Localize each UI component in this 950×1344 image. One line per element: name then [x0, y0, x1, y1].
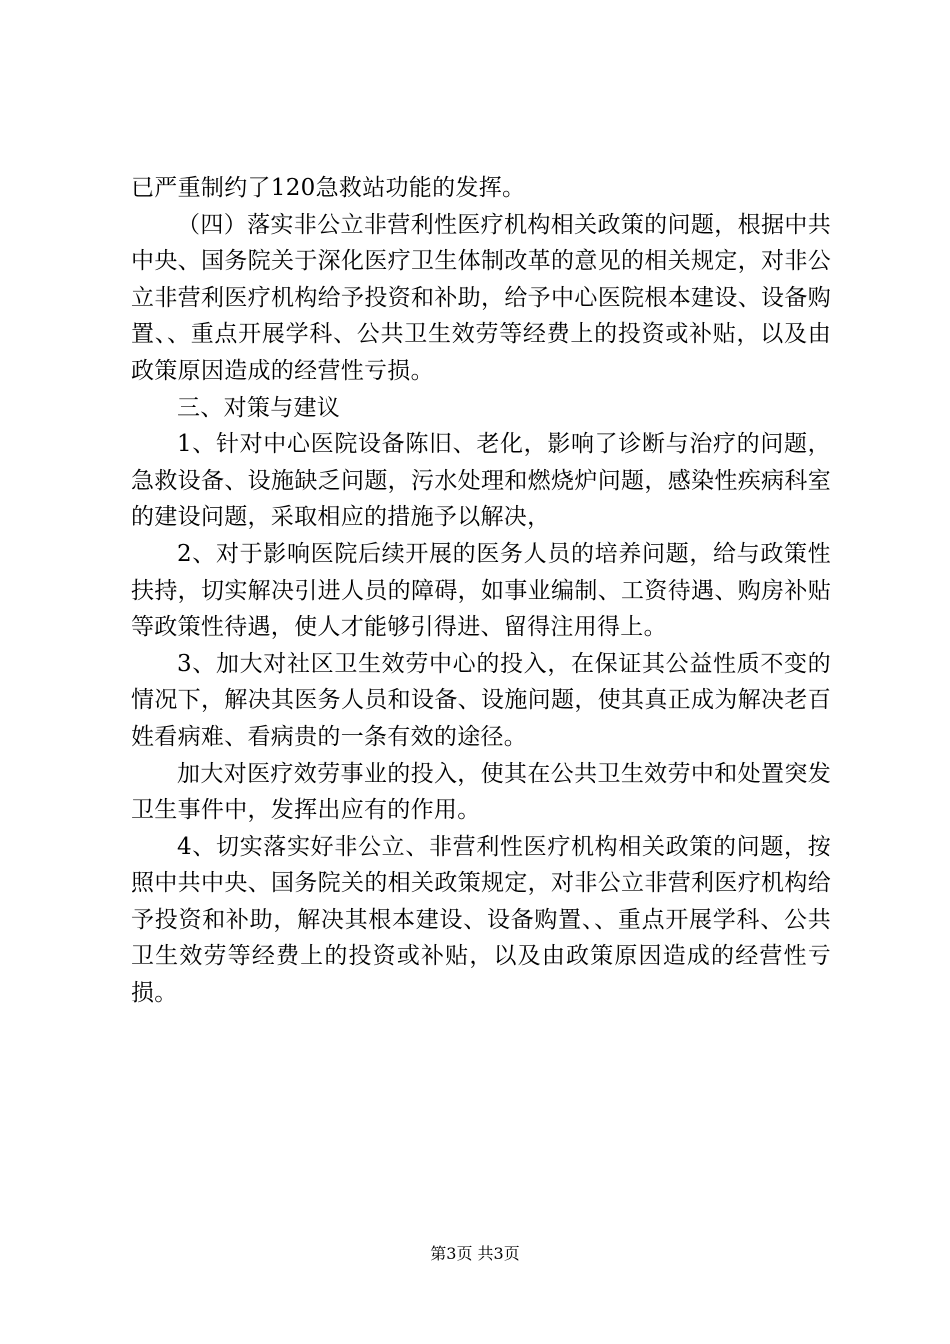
page-number: 第3页 共3页	[430, 1244, 520, 1263]
paragraph-item-3: 3、加大对社区卫生效劳中心的投入，在保证其公益性质不变的情况下，解决其医务人员和设备、设施问题，使其真正成为解决老百姓看病难、看病贵的一条有效的途径。	[131, 650, 831, 750]
paragraph-continuation: 已严重制约了120急救站功能的发挥。	[131, 175, 526, 201]
paragraph-item-4: 4、切实落实好非公立、非营利性医疗机构相关政策的问题，按照中共中央、国务院关的相关政策规定，对非公立非营利医疗机构给予投资和补助，解决其根本建设、设备购置、、重点开展学科、公共卫生效劳等经费上的投资或补贴，以及由政策原因造成的经营性亏损。	[131, 833, 831, 1007]
document-body	[131, 170, 831, 1012]
paragraph-item-2: 2、对于影响医院后续开展的医务人员的培养问题，给与政策性扶持，切实解决引进人员的障碍，如事业编制、工资待遇、购房补贴等政策性待遇，使人才能够引得进、留得注用得上。	[131, 540, 831, 641]
paragraph-section-four: （四）落实非公立非营利性医疗机构相关政策的问题，根据中共中央、国务院关于深化医疗卫生体制改革的意见的相关规定，对非公立非营利医疗机构给予投资和补助，给予中心医院根本建设、设备购置、、重点开展学科、公共卫生效劳等经费上的投资或补贴，以及由政策原因造成的经营性亏损。	[131, 211, 831, 384]
page-footer	[0, 1244, 950, 1264]
section-heading-countermeasures: 三、对策与建议	[177, 394, 341, 421]
paragraph-item-1: 1、针对中心医院设备陈旧、老化，影响了诊断与治疗的问题，急救设备、设施缺乏问题，污水处理和燃烧炉问题，感染性疾病科室的建设问题，采取相应的措施予以解决，	[131, 431, 831, 531]
paragraph-investment: 加大对医疗效劳事业的投入，使其在公共卫生效劳中和处置突发卫生事件中，发挥出应有的作用。	[131, 760, 831, 824]
